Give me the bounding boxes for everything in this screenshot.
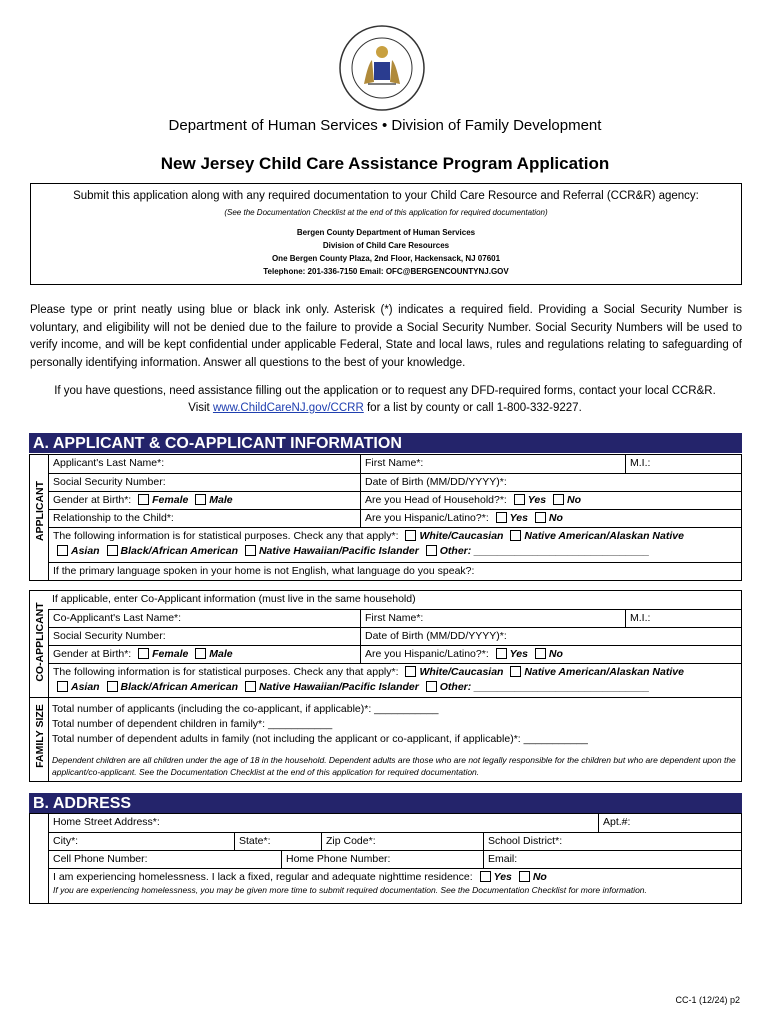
race-line-1 xyxy=(53,530,742,542)
instructions-paragraph: Please type or print neatly using blue or black ink only. Asterisk (*) indicates a required field. Providing a Social Security Number is voluntary, and eligibility will not be denied due to the failure to provide a Social Security Number. Social Security Numbers will be used to verify income, and will be kept confidential under applicable Federal, State and local laws, rules and regulations relating to safeguarding of personally identifying information. Answer all questions to the best of your knowledge. xyxy=(30,304,742,369)
yes-label: Yes xyxy=(527,494,547,506)
homeless-note: If you are experiencing homelessness, you may be given more time to submit required documentation. See the Documentation Checklist for more information. xyxy=(53,885,647,895)
co-female-checkbox[interactable] xyxy=(138,648,149,659)
hawaiian-label: Native Hawaiian/Pacific Islander xyxy=(258,681,419,693)
home-street-field[interactable]: Home Street Address*: xyxy=(48,814,603,832)
co-native-american-checkbox[interactable] xyxy=(510,666,521,677)
yes-label: Yes xyxy=(509,512,528,524)
native-american-label: Native American/Alaskan Native xyxy=(524,666,684,678)
gender-label: Gender at Birth*: xyxy=(53,648,132,660)
white-checkbox[interactable] xyxy=(405,530,416,541)
cell-phone-field[interactable]: Cell Phone Number: xyxy=(48,850,281,868)
section-a-header: A. APPLICANT & CO-APPLICANT INFORMATION xyxy=(29,433,742,453)
applicant-last-name-field[interactable]: Applicant's Last Name*: xyxy=(48,455,390,473)
applicant-side-label: APPLICANT xyxy=(34,480,46,542)
applicant-mi-field[interactable]: M.I.: xyxy=(625,455,742,473)
dependent-children-field[interactable]: Total number of dependent children in family*: ___________ xyxy=(52,718,333,730)
applicant-dob-field[interactable]: Date of Birth (MM/DD/YYYY)*: xyxy=(360,473,742,491)
state-field[interactable]: State*: xyxy=(234,832,321,850)
page-title: New Jersey Child Care Assistance Program Application xyxy=(160,154,610,173)
gender-label: Gender at Birth*: xyxy=(53,494,132,506)
co-gender-row xyxy=(48,645,360,663)
hispanic-row xyxy=(360,509,742,527)
female-label: Female xyxy=(152,494,189,506)
head-of-household-row xyxy=(360,491,742,509)
no-label: No xyxy=(548,648,563,660)
applicant-gender-row xyxy=(48,491,360,509)
department-name: Department of Human Services • Division of Family Development xyxy=(168,117,602,134)
zip-field[interactable]: Zip Code*: xyxy=(321,832,483,850)
other-race-label: Other: ______________________________ xyxy=(439,681,650,693)
hawaiian-checkbox[interactable] xyxy=(245,545,256,556)
family-size-block xyxy=(29,698,742,782)
language-field[interactable]: If the primary language spoken in your home is not English, what language do you speak?: xyxy=(48,562,742,581)
no-label: No xyxy=(532,871,547,883)
co-last-name-field[interactable]: Co-Applicant's Last Name*: xyxy=(48,609,360,627)
co-applicant-block xyxy=(29,590,742,698)
native-american-label: Native American/Alaskan Native xyxy=(524,530,684,542)
city-field[interactable]: City*: xyxy=(48,832,234,850)
no-label: No xyxy=(548,512,563,524)
hawaiian-label: Native Hawaiian/Pacific Islander xyxy=(258,545,419,557)
applicant-ssn-field[interactable]: Social Security Number: xyxy=(48,473,360,491)
race-line-1 xyxy=(53,666,742,678)
female-checkbox[interactable] xyxy=(138,494,149,505)
race-line-2 xyxy=(53,681,742,693)
male-label: Male xyxy=(209,494,233,506)
co-first-name-field[interactable]: First Name*: xyxy=(360,609,625,627)
co-black-checkbox[interactable] xyxy=(107,681,118,692)
dependents-note: Dependent children are all children under the age of 18 in the household. Dependent adults are those who are not legally responsible for the children but who are dependent upon the applicant/co-applicant. See the Documentation Checklist at the end of this application for required documentation. xyxy=(52,755,736,777)
black-label: Black/African American xyxy=(120,545,239,557)
hispanic-label: Are you Hispanic/Latino?*: xyxy=(365,512,489,524)
co-race-block xyxy=(48,663,742,698)
hispanic-yes-checkbox[interactable] xyxy=(496,512,507,523)
questions-line: If you have questions, need assistance filling out the application or to request any DFD-required forms, contact your local CCR&R. xyxy=(54,385,716,397)
race-block xyxy=(48,527,742,562)
co-applicant-side-label: CO-APPLICANT xyxy=(34,602,46,682)
hispanic-no-checkbox[interactable] xyxy=(535,512,546,523)
visit-line xyxy=(0,402,770,414)
documentation-note: (See the Documentation Checklist at the end of this application for required documentation) xyxy=(224,208,548,217)
applicant-block xyxy=(29,454,742,581)
hispanic-label: Are you Hispanic/Latino?*: xyxy=(365,648,489,660)
visit-suffix: for a list by county or call 1-800-332-9227. xyxy=(363,402,582,414)
agency-address: One Bergen County Plaza, 2nd Floor, Hackensack, NJ 07601 xyxy=(271,254,501,263)
co-hispanic-yes-checkbox[interactable] xyxy=(496,648,507,659)
family-size-side-label: FAMILY SIZE xyxy=(34,704,46,768)
native-american-checkbox[interactable] xyxy=(510,530,521,541)
no-label: No xyxy=(566,494,581,506)
form-id: CC-1 (12/24) p2 xyxy=(675,995,740,1005)
asian-label: Asian xyxy=(71,545,100,557)
co-hispanic-no-checkbox[interactable] xyxy=(535,648,546,659)
relationship-field[interactable]: Relationship to the Child*: xyxy=(48,509,360,527)
agency-name: Bergen County Department of Human Services xyxy=(296,228,476,237)
agency-contact: Telephone: 201-336-7150 Email: OFC@BERGENCOUNTYNJ.GOV xyxy=(263,267,509,276)
homelessness-row xyxy=(53,871,742,883)
co-ssn-field[interactable]: Social Security Number: xyxy=(48,627,360,645)
total-applicants-field[interactable]: Total number of applicants (including the co-applicant, if applicable)*: ___________ xyxy=(52,703,439,715)
homeless-yes-checkbox[interactable] xyxy=(480,871,491,882)
hoh-no-checkbox[interactable] xyxy=(553,494,564,505)
hoh-yes-checkbox[interactable] xyxy=(514,494,525,505)
co-male-checkbox[interactable] xyxy=(195,648,206,659)
co-other-race-checkbox[interactable] xyxy=(426,681,437,692)
white-label: White/Caucasian xyxy=(419,666,504,678)
homeless-label: I am experiencing homelessness. I lack a fixed, regular and adequate nighttime residence: xyxy=(53,871,473,883)
white-label: White/Caucasian xyxy=(419,530,504,542)
homeless-no-checkbox[interactable] xyxy=(519,871,530,882)
male-label: Male xyxy=(209,648,233,660)
applicant-first-name-field[interactable]: First Name*: xyxy=(360,455,625,473)
black-checkbox[interactable] xyxy=(107,545,118,556)
race-prompt: The following information is for statistical purposes. Check any that apply*: xyxy=(53,530,399,542)
yes-label: Yes xyxy=(509,648,528,660)
co-mi-field[interactable]: M.I.: xyxy=(625,609,742,627)
homelessness-block xyxy=(48,868,742,904)
apt-field[interactable]: Apt.#: xyxy=(598,814,742,832)
male-checkbox[interactable] xyxy=(195,494,206,505)
asian-checkbox[interactable] xyxy=(57,545,68,556)
co-dob-field[interactable]: Date of Birth (MM/DD/YYYY)*: xyxy=(360,627,742,645)
address-block xyxy=(29,813,742,904)
other-race-checkbox[interactable] xyxy=(426,545,437,556)
submit-instructions: Submit this application along with any required documentation to your Child Care Resource and Referral (CCR&R) agency: xyxy=(73,190,699,202)
asian-label: Asian xyxy=(71,681,100,693)
ccrr-link[interactable]: www.ChildCareNJ.gov/CCRR xyxy=(212,402,364,414)
dependent-adults-field[interactable]: Total number of dependent adults in family (not including the applicant or co-applicant, if applicable)*: ___________ xyxy=(52,733,588,745)
co-asian-checkbox[interactable] xyxy=(57,681,68,692)
other-race-label: Other: ______________________________ xyxy=(439,545,650,557)
race-line-2 xyxy=(53,545,742,557)
school-district-field[interactable]: School District*: xyxy=(483,832,742,850)
female-label: Female xyxy=(152,648,189,660)
race-prompt: The following information is for statistical purposes. Check any that apply*: xyxy=(53,666,399,678)
home-phone-field[interactable]: Home Phone Number: xyxy=(281,850,483,868)
co-applicant-intro: If applicable, enter Co-Applicant information (must live in the same household) xyxy=(52,593,416,605)
section-b-header: B. ADDRESS xyxy=(29,793,742,813)
head-household-label: Are you Head of Household?*: xyxy=(365,494,507,506)
nj-state-seal xyxy=(338,24,426,112)
co-hispanic-row xyxy=(360,645,742,663)
co-white-checkbox[interactable] xyxy=(405,666,416,677)
co-hawaiian-checkbox[interactable] xyxy=(245,681,256,692)
black-label: Black/African American xyxy=(120,681,239,693)
yes-label: Yes xyxy=(493,871,512,883)
agency-division: Division of Child Care Resources xyxy=(322,241,450,250)
submission-box xyxy=(30,183,742,285)
email-field[interactable]: Email: xyxy=(483,850,742,868)
visit-prefix: Visit xyxy=(188,402,213,414)
